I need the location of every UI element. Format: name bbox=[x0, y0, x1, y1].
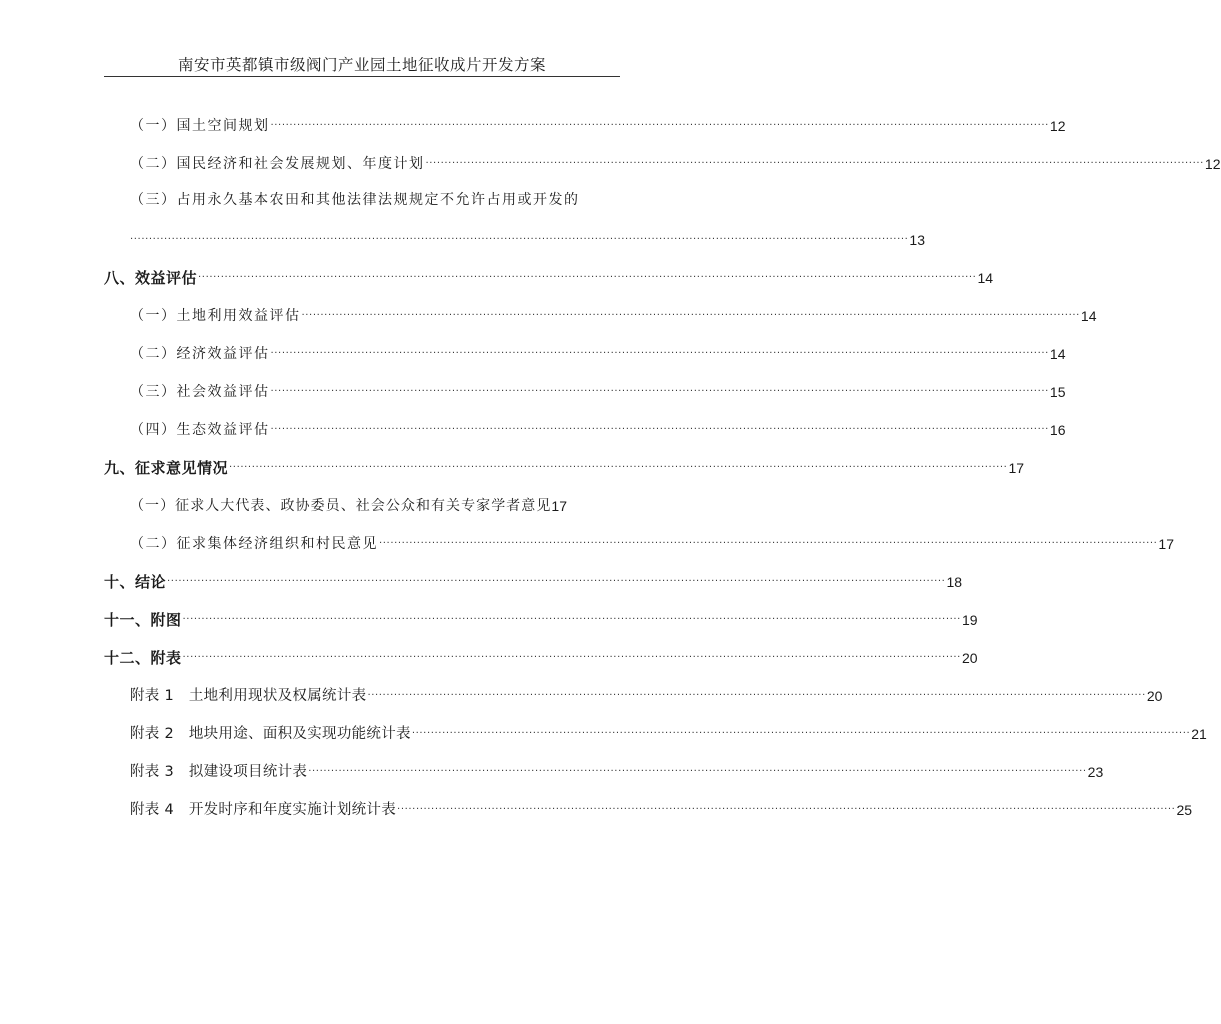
toc-entry[interactable] bbox=[130, 150, 1221, 174]
toc-page-number: 12 bbox=[1204, 156, 1221, 172]
toc-entry-label: 十、结论 bbox=[104, 573, 167, 591]
toc-entry[interactable] bbox=[104, 264, 994, 288]
toc-page-number: 12 bbox=[1049, 118, 1066, 134]
toc-page-number: 17 bbox=[1008, 460, 1025, 476]
toc-entry-label: 附表 4 开发时序和年度实施计划统计表 bbox=[130, 802, 397, 818]
toc-page-number: 17 bbox=[1158, 536, 1174, 552]
toc-page-number: 14 bbox=[1080, 308, 1097, 324]
header-divider bbox=[104, 76, 620, 77]
toc-entry-label: （一）土地利用效益评估 bbox=[130, 308, 301, 324]
toc-entry[interactable] bbox=[104, 568, 963, 592]
toc-entry[interactable] bbox=[104, 454, 1025, 478]
toc-entry[interactable] bbox=[104, 644, 978, 668]
toc-entry[interactable] bbox=[130, 758, 1104, 782]
toc-page-number: 23 bbox=[1087, 764, 1104, 780]
toc-entry[interactable] bbox=[130, 720, 1207, 744]
toc-entry[interactable] bbox=[130, 492, 622, 516]
document-header: 南安市英都镇市级阀门产业园土地征收成片开发方案 bbox=[177, 56, 546, 74]
toc-leader: .............................................................................................................................................................................................................. bbox=[167, 573, 946, 584]
toc-entry-label: （四）生态效益评估 bbox=[130, 422, 270, 438]
toc-entry[interactable] bbox=[130, 302, 1097, 326]
toc-leader: .............................................................................................................................................................................................................. bbox=[270, 383, 1049, 394]
toc-leader: .............................................................................................................................................................................................................. bbox=[198, 269, 977, 280]
toc-page-number: 13 bbox=[909, 232, 925, 248]
toc-entry-label: 十一、附图 bbox=[104, 611, 182, 629]
toc-leader: .............................................................................................................................................................................................................. bbox=[270, 345, 1049, 356]
toc-leader: .............................................................................................................................................................................................................. bbox=[182, 611, 961, 622]
toc-page-number: 25 bbox=[1176, 802, 1193, 818]
toc-entry-label: （一）国土空间规划 bbox=[130, 118, 270, 134]
toc-leader: .............................................................................................................................................................................................................. bbox=[308, 763, 1087, 774]
toc-entry-label: 附表 2 地块用途、面积及实现功能统计表 bbox=[130, 726, 411, 742]
toc-entry-label: 附表 3 拟建设项目统计表 bbox=[130, 764, 308, 780]
toc-entry[interactable] bbox=[104, 606, 978, 630]
toc-entry-label: 九、征求意见情况 bbox=[104, 459, 229, 477]
toc-leader: .............................................................................................................................................................................................................. bbox=[229, 459, 1008, 470]
toc-leader: .............................................................................................................................................................................................................. bbox=[270, 117, 1049, 128]
toc-page-number: 14 bbox=[1049, 346, 1066, 362]
toc-entry-label: 十二、附表 bbox=[104, 649, 182, 667]
toc-page-number: 20 bbox=[1146, 688, 1163, 704]
toc-entry-label: （一）征求人大代表、政协委员、社会公众和有关专家学者意见 bbox=[130, 498, 552, 514]
toc-page-number: 17 bbox=[551, 498, 567, 514]
toc-leader: .............................................................................................................................................................................................................. bbox=[397, 801, 1176, 812]
toc-entry[interactable] bbox=[130, 416, 1066, 440]
toc-entry[interactable] bbox=[130, 530, 1174, 554]
toc-entry[interactable] bbox=[130, 340, 1066, 364]
toc-entry-label: （二）征求集体经济组织和村民意见 bbox=[130, 536, 378, 552]
toc-leader: .............................................................................................................................................................................................................. bbox=[182, 649, 961, 660]
toc-entry-label: （二）国民经济和社会发展规划、年度计划 bbox=[130, 156, 425, 172]
toc-entry[interactable] bbox=[130, 682, 1163, 706]
toc-entry[interactable] bbox=[130, 796, 1193, 820]
toc-entry[interactable] bbox=[130, 378, 1066, 402]
toc-entry[interactable] bbox=[130, 112, 1066, 136]
toc-leader: .............................................................................................................................................................................................................. bbox=[425, 155, 1204, 166]
toc-page-number: 16 bbox=[1049, 422, 1066, 438]
toc-entry-label: 附表 1 土地利用现状及权属统计表 bbox=[130, 688, 367, 704]
toc-page-number: 20 bbox=[961, 650, 978, 666]
toc-leader: .............................................................................................................................................................................................................. bbox=[379, 535, 1158, 546]
toc-entry-label: （三）社会效益评估 bbox=[130, 384, 270, 400]
toc-entry-label: （二）经济效益评估 bbox=[130, 346, 270, 362]
toc-entry-label-line1[interactable]: （三）占用永久基本农田和其他法律法规规定不允许占用或开发的 bbox=[130, 192, 580, 208]
toc-page-number: 19 bbox=[961, 612, 978, 628]
toc-page-number: 14 bbox=[977, 270, 994, 286]
toc-leader: .............................................................................................................................................................................................................. bbox=[411, 725, 1191, 736]
toc-entry-label: 八、效益评估 bbox=[104, 269, 198, 287]
toc-page-number: 15 bbox=[1049, 384, 1066, 400]
toc-page-number: 21 bbox=[1191, 726, 1207, 742]
toc-leader: .............................................................................................................................................................................................................. bbox=[367, 687, 1146, 698]
toc-entry[interactable] bbox=[130, 226, 925, 250]
toc-page-number: 18 bbox=[946, 574, 963, 590]
toc-leader: .............................................................................................................................................................................................................. bbox=[270, 421, 1049, 432]
toc-leader: .............................................................................................................................................................................................................. bbox=[301, 307, 1080, 318]
toc-leader: .............................................................................................................................................................................................................. bbox=[130, 231, 909, 242]
